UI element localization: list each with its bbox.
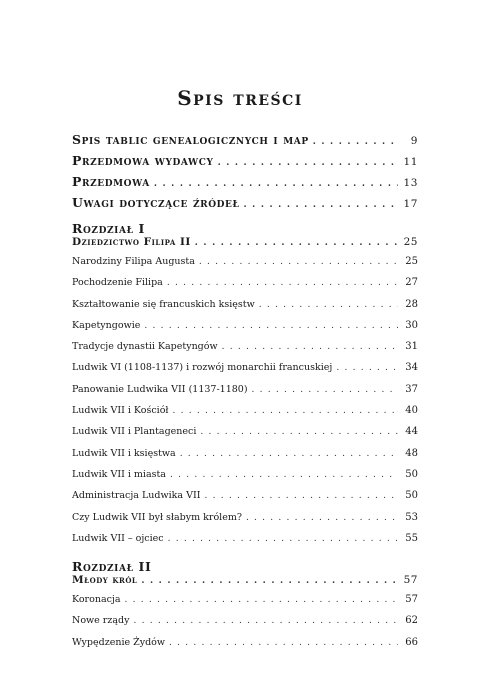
toc-page-number: 57 <box>405 594 418 606</box>
toc-page-number: 31 <box>405 341 418 353</box>
toc-page-number: 25 <box>403 236 418 248</box>
dot-leader <box>180 449 398 459</box>
toc-page-number: 27 <box>405 277 418 289</box>
toc-page-number: 25 <box>405 256 418 267</box>
toc-page-number: 13 <box>403 177 418 189</box>
dot-leader <box>200 427 398 437</box>
toc-entry-label: Administracja Ludwika VII <box>72 490 201 502</box>
toc-page-number: 50 <box>405 490 418 502</box>
toc-entry-label: Ludwik VII i Kościół <box>72 405 169 417</box>
toc-entry-label: Nowe rządy <box>72 615 130 627</box>
toc-entry-label: Ludwik VII i miasta <box>72 468 166 480</box>
toc-entry[interactable] <box>72 426 418 447</box>
toc-entry[interactable] <box>72 533 418 554</box>
toc-front-entry[interactable] <box>72 174 418 195</box>
dot-leader <box>173 406 399 416</box>
toc-entry[interactable] <box>72 594 418 615</box>
toc-page-number: 11 <box>403 156 418 168</box>
dot-leader <box>167 278 398 288</box>
toc-entry-label: Uwagi dotyczące źródeł <box>72 195 240 210</box>
toc-entry[interactable] <box>72 637 418 658</box>
toc-page-number: 9 <box>410 135 418 147</box>
toc-page-number: 17 <box>403 198 418 210</box>
page-title: Spis treści <box>177 86 303 110</box>
toc-chapter-title[interactable] <box>72 236 418 256</box>
toc-page-number: 48 <box>405 447 418 459</box>
dot-leader <box>168 534 398 544</box>
toc-page-number: 62 <box>405 615 418 627</box>
toc-entry-label: Wypędzenie Żydów <box>72 636 166 648</box>
toc-page-number: 40 <box>405 405 418 417</box>
dot-leader <box>199 257 398 267</box>
toc-entry-label: Panowanie Ludwika VII (1137-1180) <box>72 383 248 395</box>
dot-leader <box>141 576 398 586</box>
dot-leader <box>195 238 398 248</box>
chapter-label: Rozdział II <box>72 559 152 575</box>
table-of-contents <box>72 132 418 658</box>
toc-page-number: 28 <box>405 298 418 310</box>
dot-leader <box>336 363 398 373</box>
toc-entry-label: Pochodzenie Filipa <box>72 277 163 289</box>
toc-page-number: 34 <box>405 362 418 374</box>
toc-front-entry[interactable] <box>72 132 418 153</box>
toc-entry[interactable] <box>72 469 418 490</box>
toc-page-number: 66 <box>405 636 418 648</box>
toc-entry-label: Narodziny Filipa Augusta <box>72 256 195 267</box>
toc-entry-label: Ludwik VII i Plantageneci <box>72 426 197 438</box>
toc-entry[interactable] <box>72 277 418 298</box>
toc-chapter-title[interactable] <box>72 574 418 594</box>
dot-leader <box>125 595 398 605</box>
toc-entry-label: Spis tablic genealogicznych i map <box>72 132 309 147</box>
toc-entry-label: Koronacja <box>72 594 121 606</box>
dot-leader <box>154 179 398 189</box>
chapter-label: Rozdział I <box>72 221 145 236</box>
toc-page-number: 44 <box>405 426 418 438</box>
dot-leader <box>244 200 398 210</box>
toc-entry[interactable] <box>72 256 418 277</box>
toc-entry[interactable] <box>72 299 418 320</box>
toc-entry[interactable] <box>72 490 418 511</box>
toc-front-entry[interactable] <box>72 153 418 174</box>
dot-leader <box>204 491 398 501</box>
toc-entry-label: Przedmowa <box>72 174 150 189</box>
dot-leader <box>133 616 398 626</box>
toc-entry-label: Kształtowanie się francuskich księstw <box>72 298 255 310</box>
toc-page-number: 50 <box>405 468 418 480</box>
toc-entry-label: Kapetyngowie <box>72 319 141 331</box>
dot-leader <box>144 321 398 331</box>
toc-entry-label: Ludwik VI (1108-1137) i rozwój monarchii francuskiej <box>72 362 333 374</box>
toc-entry[interactable] <box>72 512 418 533</box>
toc-entry[interactable] <box>72 405 418 426</box>
toc-entry-label: Młody król <box>72 574 138 587</box>
toc-entry-label: Ludwik VII – ojciec <box>72 532 164 544</box>
toc-entry-label: Tradycje dynastii Kapetyngów <box>72 341 218 353</box>
dot-leader <box>246 513 398 523</box>
toc-entry[interactable] <box>72 341 418 362</box>
toc-entry-label: Dziedzictwo Filipa II <box>72 236 191 248</box>
toc-entry[interactable] <box>72 320 418 341</box>
toc-page-number: 57 <box>403 574 418 587</box>
toc-page-number: 37 <box>405 383 418 395</box>
dot-leader <box>169 638 398 648</box>
dot-leader <box>252 385 398 395</box>
toc-entry[interactable] <box>72 448 418 469</box>
toc-entry[interactable] <box>72 384 418 405</box>
dot-leader <box>313 137 398 147</box>
toc-entry-label: Przedmowa wydawcy <box>72 153 214 168</box>
dot-leader <box>218 158 398 168</box>
dot-leader <box>222 342 398 352</box>
toc-front-entry[interactable] <box>72 195 418 216</box>
dot-leader <box>170 470 398 480</box>
toc-entry-label: Czy Ludwik VII był słabym królem? <box>72 511 242 523</box>
toc-entry[interactable] <box>72 615 418 636</box>
toc-entry-label: Ludwik VII i księstwa <box>72 447 176 459</box>
toc-page-number: 30 <box>405 319 418 331</box>
toc-page-number: 55 <box>405 532 418 544</box>
dot-leader <box>259 300 398 310</box>
toc-page-number: 53 <box>405 511 418 523</box>
toc-entry[interactable] <box>72 362 418 383</box>
